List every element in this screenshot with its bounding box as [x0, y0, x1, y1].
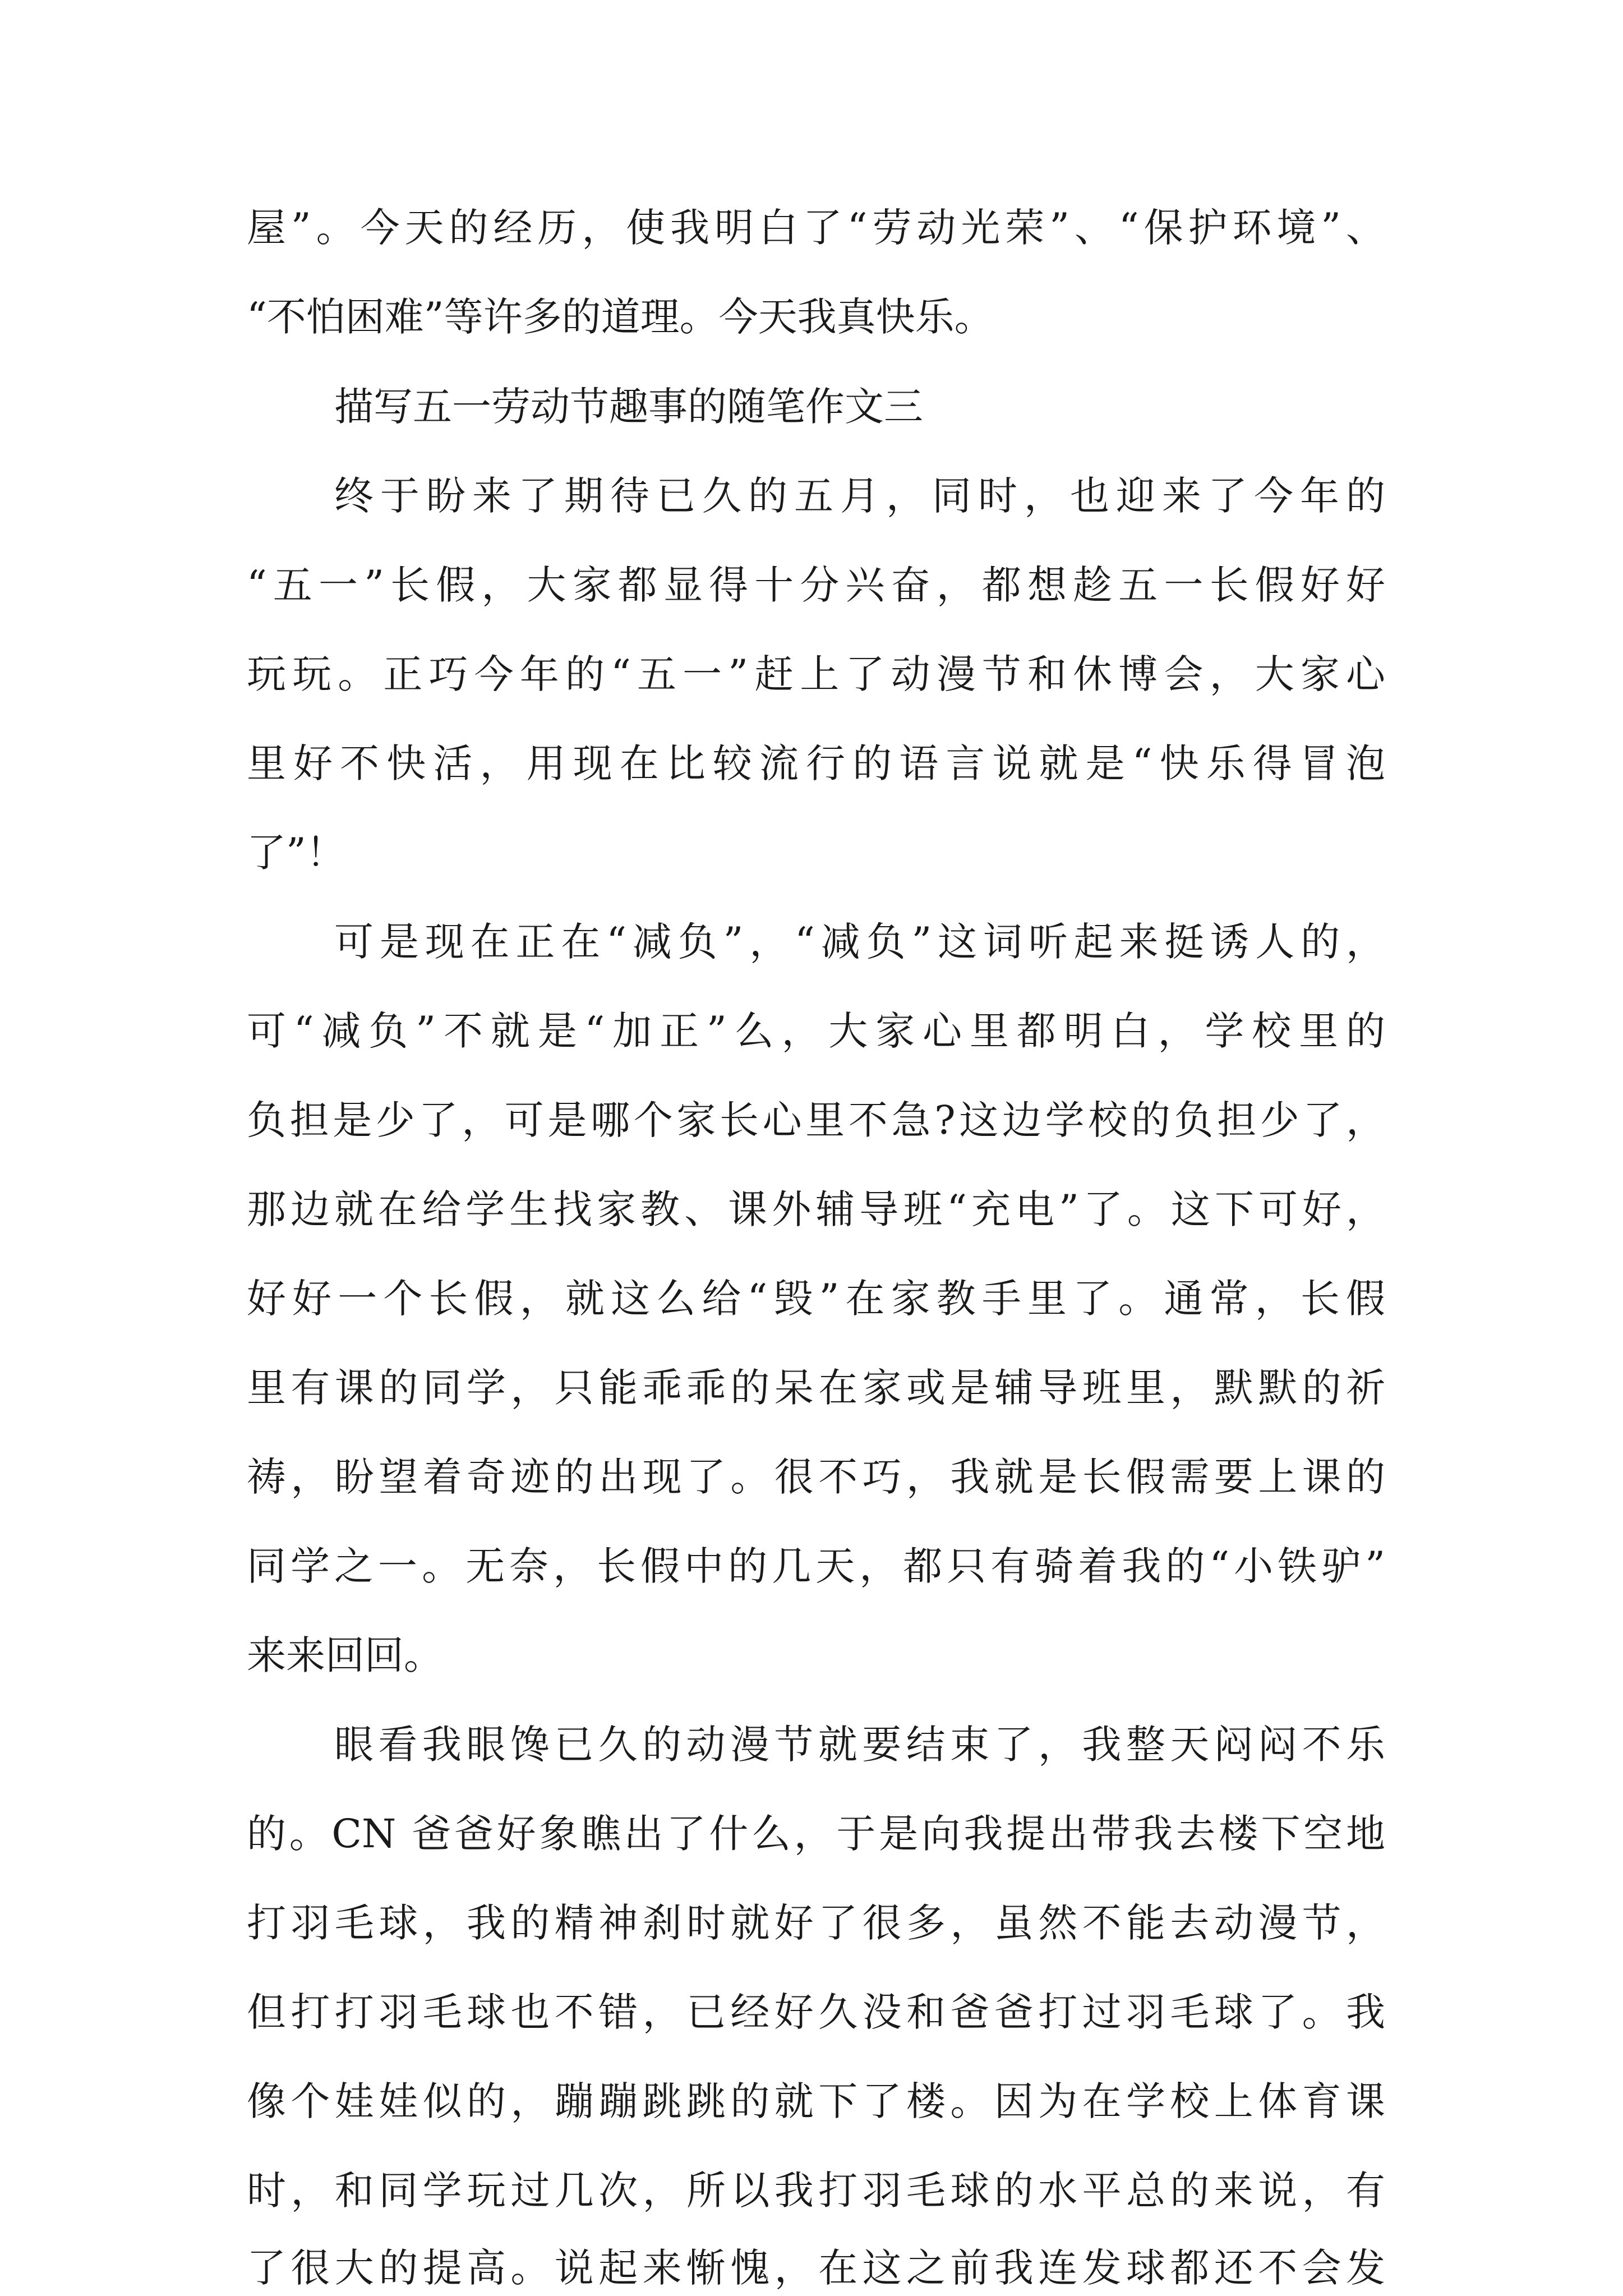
text-line: 屋”。今天的经历，使我明白了“劳动光荣”、“保护环境”、 [247, 205, 1385, 251]
text-line: “不怕困难”等许多的道理。今天我真快乐。 [247, 294, 994, 340]
text-line: 但打打羽毛球也不错，已经好久没和爸爸打过羽毛球了。我 [247, 1989, 1385, 2035]
text-line: 祷，盼望着奇迹的出现了。很不巧，我就是长假需要上课的 [247, 1454, 1385, 1500]
text-line: 的。CN 爸爸好象瞧出了什么，于是向我提出带我去楼下空地 [247, 1811, 1385, 1857]
text-line: 了很大的提高。说起来惭愧，在这之前我连发球都还不会发 [247, 2245, 1385, 2291]
text-line: 时，和同学玩过几次，所以我打羽毛球的水平总的来说，有 [247, 2168, 1385, 2214]
text-line: 来来回回。 [247, 1632, 443, 1678]
text-line: 可“减负”不就是“加正”么，大家心里都明白，学校里的 [247, 1008, 1385, 1054]
text-line: 同学之一。无奈，长假中的几天，都只有骑着我的“小铁驴” [247, 1543, 1385, 1589]
text-line: 好好一个长假，就这么给“毁”在家教手里了。通常，长假 [247, 1276, 1385, 1322]
text-line: 那边就在给学生找家教、课外辅导班“充电”了。这下可好， [247, 1186, 1385, 1232]
text-line: 可是现在正在“减负”，“减负”这词听起来挺诱人的， [334, 919, 1385, 965]
text-line: 里有课的同学，只能乖乖的呆在家或是辅导班里，默默的祈 [247, 1365, 1385, 1411]
text-line: 玩玩。正巧今年的“五一”赶上了动漫节和休博会，大家心 [247, 651, 1385, 697]
text-line: 了”！ [247, 830, 345, 876]
text-line: 像个娃娃似的，蹦蹦跳跳的就下了楼。因为在学校上体育课 [247, 2078, 1385, 2124]
text-line: 负担是少了，可是哪个家长心里不急?这边学校的负担少了， [247, 1097, 1385, 1143]
text-line: 打羽毛球，我的精神刹时就好了很多，虽然不能去动漫节， [247, 1900, 1385, 1946]
text-line: 里好不快活，用现在比较流行的语言说就是“快乐得冒泡 [247, 740, 1385, 786]
text-line: “五一”长假，大家都显得十分兴奋，都想趁五一长假好好 [247, 562, 1385, 608]
text-line: 眼看我眼馋已久的动漫节就要结束了，我整天闷闷不乐 [334, 1722, 1385, 1768]
text-line: 终于盼来了期待已久的五月，同时，也迎来了今年的 [334, 473, 1385, 519]
section-heading: 描写五一劳动节趣事的随笔作文三 [334, 384, 923, 430]
